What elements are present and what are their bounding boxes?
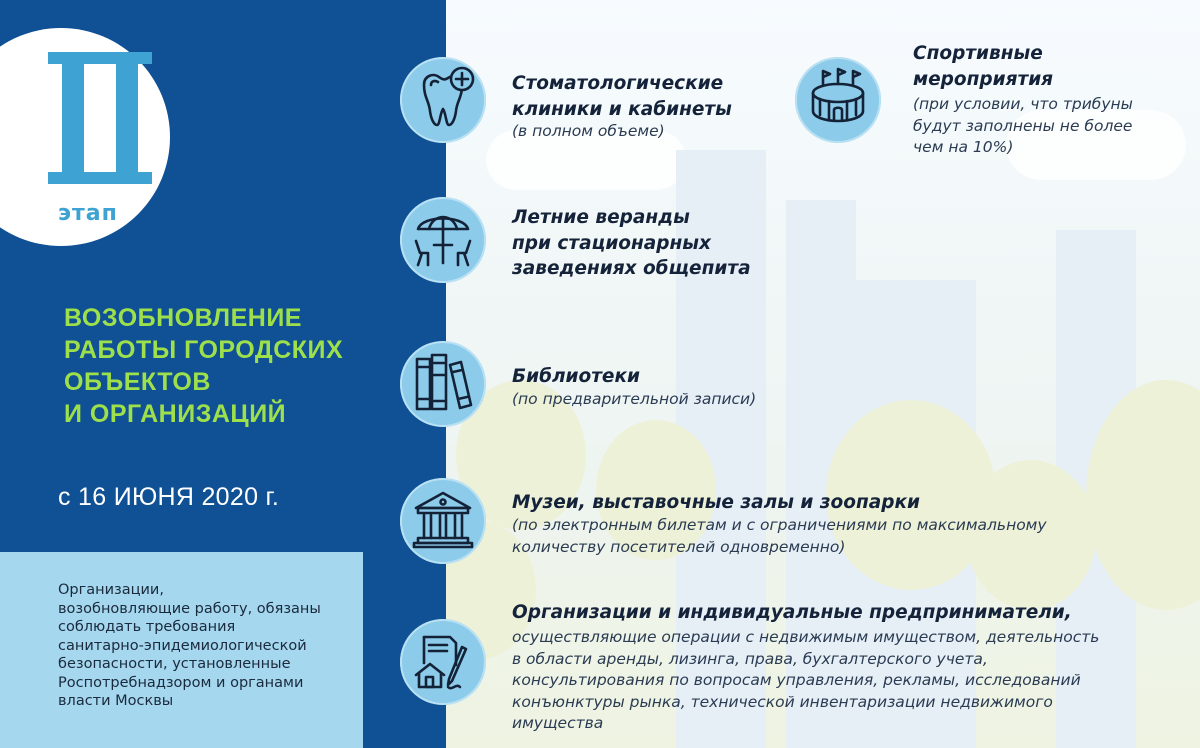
books-icon [400, 341, 486, 427]
note-line: санитарно-эпидемиологической [58, 637, 307, 654]
item-title-line: мероприятия [913, 68, 1054, 90]
item-sports-title [913, 41, 1053, 92]
note-line: Роспотребнадзором и органами [58, 674, 304, 691]
note-text [58, 581, 358, 711]
item-title-line: клиники и кабинеты [512, 98, 732, 120]
item-dental-title [512, 71, 732, 122]
item-sports-icon-circle [795, 57, 881, 143]
item-subtitle-line: количеству посетителей одновременно) [512, 537, 846, 556]
note-line: соблюдать требования [58, 619, 236, 635]
item-subtitle-line: (по предварительной записи) [512, 390, 757, 408]
item-title-line: заведениях общепита [512, 258, 751, 279]
note-line: власти Москвы [58, 693, 174, 709]
item-museums-icon-circle [400, 478, 486, 564]
tooth-icon [400, 57, 486, 143]
item-subtitle-line: имущества [512, 714, 604, 732]
item-dental-subtitle [512, 121, 665, 143]
item-libraries-title [512, 364, 640, 390]
item-subtitle-line: будут заполнены не более [913, 116, 1133, 135]
item-subtitle-line: (в полном объеме) [512, 122, 665, 140]
item-museums-subtitle [512, 515, 1047, 558]
museum-icon [400, 478, 486, 564]
note-line: Организации, [58, 582, 164, 598]
realty-document-icon [400, 619, 486, 705]
item-organizations-subtitle [512, 627, 1099, 735]
item-organizations-title [512, 600, 1072, 626]
item-title-line: Музеи, выставочные залы и зоопарки [512, 492, 920, 513]
item-dental-icon-circle [400, 57, 486, 143]
item-subtitle-line: (по электронным билетам и с ограничениями по максимальному [512, 516, 1047, 534]
item-organizations-icon-circle [400, 619, 486, 705]
note-line: возобновляющие работу, обязаны [58, 600, 321, 617]
stage-label: этап [58, 201, 118, 226]
item-subtitle-line: осуществляющие операции с недвижимым имуществом, деятельность [512, 628, 1100, 646]
headline-line: ОБЪЕКТОВ [64, 368, 211, 396]
stadium-icon [795, 57, 881, 143]
stage-numeral-text: II [100, 122, 101, 123]
item-museums-title [512, 490, 920, 516]
item-title-line: Летние веранды [512, 207, 690, 228]
item-title-line: Библиотеки [512, 366, 640, 387]
item-subtitle-line: (при условии, что трибуны [913, 95, 1133, 113]
headline-line: И ОРГАНИЗАЦИЙ [64, 400, 287, 428]
item-verandas-title [512, 205, 751, 282]
item-verandas-icon-circle [400, 197, 486, 283]
start-date: с 16 ИЮНЯ 2020 г. [58, 483, 280, 511]
item-libraries-icon-circle [400, 341, 486, 427]
headline [64, 302, 424, 430]
headline-line: ВОЗОБНОВЛЕНИЕ [64, 304, 302, 332]
headline-line: РАБОТЫ ГОРОДСКИХ [64, 336, 344, 364]
item-subtitle-line: консультирования по вопросам управления, рекламы, исследований [512, 671, 1081, 689]
item-title-line: при стационарных [512, 232, 711, 254]
item-libraries-subtitle [512, 389, 756, 411]
item-subtitle-line: чем на 10%) [913, 138, 1014, 156]
item-title-line: Организации и индивидуальные предприниматели, [512, 602, 1072, 623]
note-line: безопасности, установленные [58, 656, 291, 672]
item-subtitle-line: в области аренды, лизинга, права, бухгалтерского учета, [512, 649, 988, 668]
item-title-line: Стоматологические [512, 73, 724, 94]
item-sports-subtitle [913, 94, 1133, 159]
cafe-umbrella-icon [400, 197, 486, 283]
item-title-line: Спортивные [913, 43, 1043, 64]
item-subtitle-line: конъюнктуры рынка, технической инвентаризации недвижимого [512, 692, 1053, 711]
stage-numeral [48, 52, 152, 184]
